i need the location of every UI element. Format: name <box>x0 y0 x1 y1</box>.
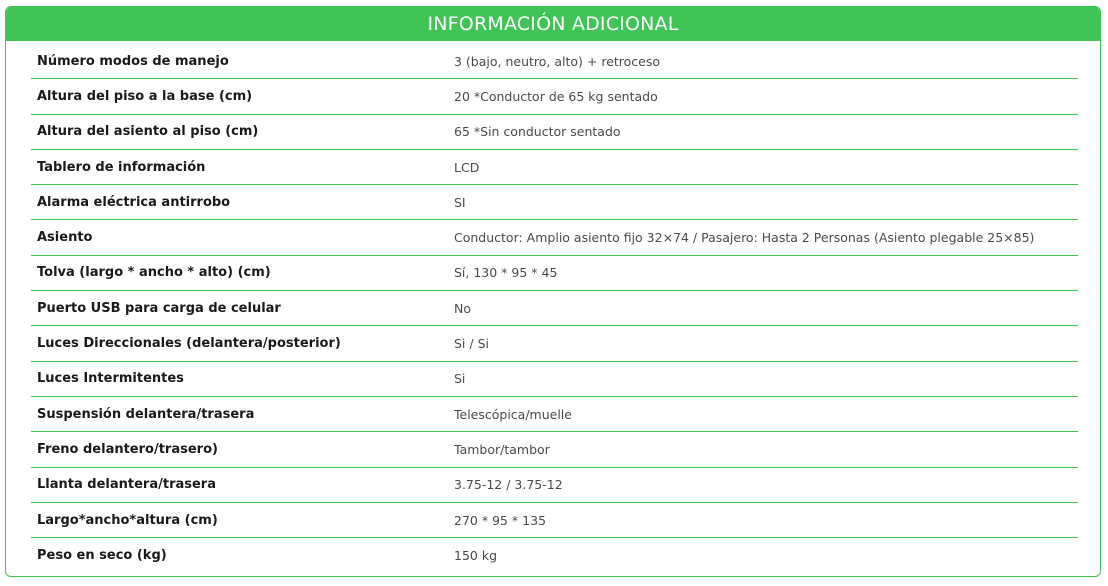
spec-value: Sí, 130 * 95 * 45 <box>454 265 558 281</box>
spec-value: 65 *Sin conductor sentado <box>454 124 621 140</box>
spec-value: Si <box>454 371 466 387</box>
table-row <box>31 326 1078 361</box>
spec-label: Largo*ancho*altura (cm) <box>37 512 218 528</box>
table-row <box>31 185 1078 220</box>
spec-label: Altura del piso a la base (cm) <box>37 88 253 104</box>
table-row <box>31 503 1078 538</box>
table-row <box>31 432 1078 467</box>
spec-value: Conductor: Amplio asiento fijo 32×74 / Pasajero: Hasta 2 Personas (Asiento plegable 25×85) <box>454 230 1035 246</box>
table-row <box>31 538 1078 573</box>
spec-value: Telescópica/muelle <box>454 406 572 422</box>
section-header: INFORMACIÓN ADICIONAL <box>6 7 1100 41</box>
spec-label: Alarma eléctrica antirrobo <box>37 194 231 210</box>
spec-value: 20 *Conductor de 65 kg sentado <box>454 88 658 104</box>
spec-label: Tablero de información <box>37 159 206 175</box>
spec-label: Suspensión delantera/trasera <box>37 406 255 422</box>
table-row <box>31 44 1078 79</box>
spec-label: Altura del asiento al piso (cm) <box>37 124 259 140</box>
spec-label: Tolva (largo * ancho * alto) (cm) <box>37 265 271 281</box>
spec-label: Puerto USB para carga de celular <box>37 300 281 316</box>
table-row <box>31 220 1078 255</box>
table-row <box>31 468 1078 503</box>
spec-value: Si / Si <box>454 336 489 352</box>
spec-label: Asiento <box>37 230 93 246</box>
spec-label: Peso en seco (kg) <box>37 548 167 564</box>
table-row <box>31 291 1078 326</box>
spec-value: Tambor/tambor <box>454 441 550 457</box>
table-row <box>31 397 1078 432</box>
spec-value: 3.75-12 / 3.75-12 <box>454 477 563 493</box>
table-row <box>31 362 1078 397</box>
spec-label: Llanta delantera/trasera <box>37 477 216 493</box>
spec-value: No <box>454 300 471 316</box>
spec-label: Freno delantero/trasero) <box>37 441 218 457</box>
additional-info-card <box>5 6 1101 577</box>
spec-label: Luces Intermitentes <box>37 371 184 387</box>
specs-table <box>31 44 1078 573</box>
spec-value: SI <box>454 194 466 210</box>
spec-value: 270 * 95 * 135 <box>454 512 547 528</box>
spec-label: Luces Direccionales (delantera/posterior) <box>37 336 341 352</box>
spec-value: 150 kg <box>454 548 498 564</box>
table-row <box>31 150 1078 185</box>
spec-value: 3 (bajo, neutro, alto) + retroceso <box>454 53 661 69</box>
table-row <box>31 256 1078 291</box>
spec-label: Número modos de manejo <box>37 53 229 69</box>
table-row <box>31 115 1078 150</box>
table-row <box>31 79 1078 114</box>
spec-value: LCD <box>454 159 480 175</box>
